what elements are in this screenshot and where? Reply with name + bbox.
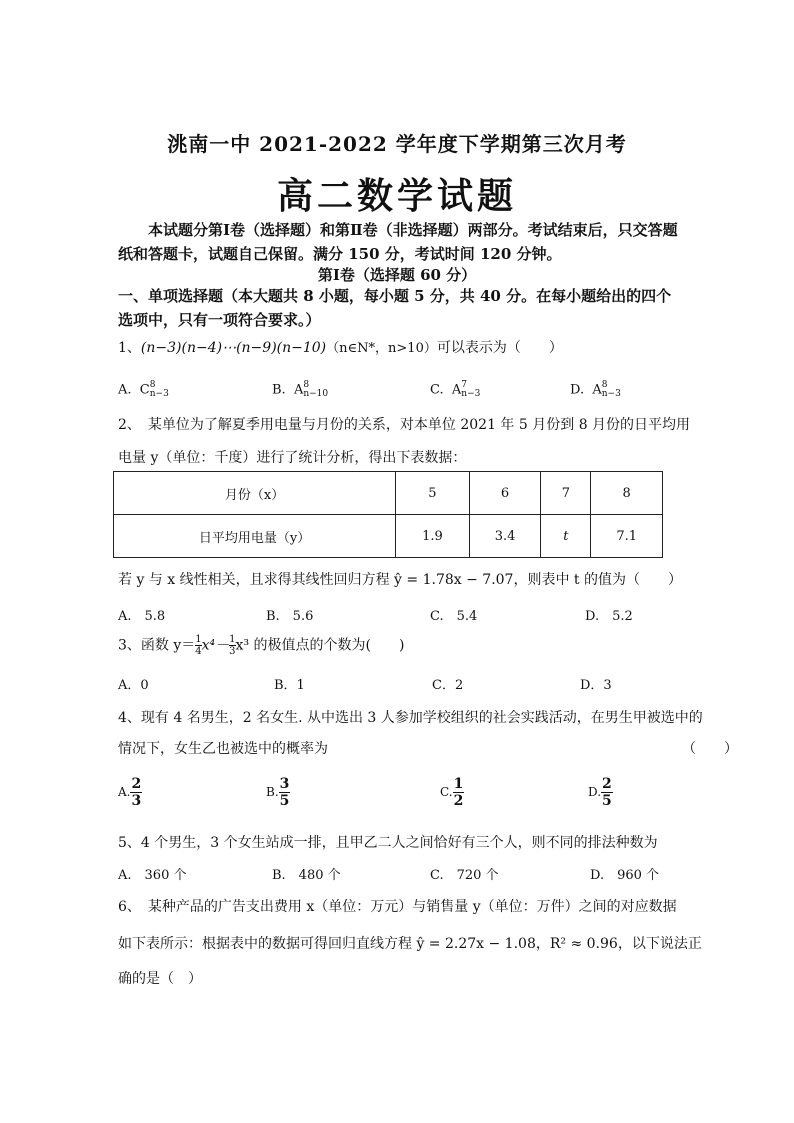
q2-option-d: D. 5.2 [585,609,633,624]
table-row [114,515,663,558]
table-cell: 6 [469,472,541,515]
part1-title: 第Ⅰ卷（选择题 60 分） [317,266,477,284]
q2-option-c: C. 5.4 [430,609,478,624]
q3-option-d: D．3 [580,678,612,693]
q1-expression: (n−3)(n−4)⋯(n−9)(n−10) [140,340,327,356]
q4-line1: 4、现有 4 名男生，2 名女生. 从中选出 3 人参加学校组织的社会实践活动，在男生甲被选中的 [118,710,703,726]
q3-option-a: A．0 [118,678,149,693]
q4-line2: 情况下，女生乙也被选中的概率为 [118,741,328,757]
q2-line3: 若 y 与 x 线性相关，且求得其线性回归方程 ŷ = 1.78x − 7.07，则表中 t 的值为（ ） [118,572,682,588]
table-cell: 7 [541,472,591,515]
q4-option-b: B. $\frac{3}{5}$ [266,776,290,809]
q1-option-d: D. A 8 n−3 [570,380,621,399]
table-cell: 月份（x） [114,472,396,515]
table-cell: t [541,515,591,558]
q1-option-c: C. A 7 n−3 [430,380,481,399]
q2-option-b: B. 5.6 [266,609,314,624]
q5-option-b: B. 480 个 [272,868,341,883]
school-title: 洮南一中 2021-2022 学年度下学期第三次月考 [167,132,627,156]
q4-option-d: D. $\frac{2}{5}$ [588,776,612,809]
q2-line1: 2、 某单位为了解夏季用电量与月份的关系，对本单位 2021 年 5 月份到 8 月份的日平均用 [118,417,691,433]
q1-option-b: B. A 8 n−10 [272,380,329,399]
q3-option-b: B．1 [274,678,305,693]
q3-fraction-1: $\frac{1}{4}$ [195,634,202,657]
q6-line2: 如下表所示：根据表中的数据可得回归直线方程 ŷ = 2.27x − 1.08，R² ≈ 0.96，以下说法正 [118,936,702,952]
q1-condition: （n∈N*，n>10） [326,341,437,356]
q2-data-table [113,471,663,558]
q1-prefix: 1、 [118,340,141,356]
q1-option-a: A. C 8 n−3 [118,380,169,399]
q4-option-a-fraction: $\frac{2}{3}$ [131,776,142,809]
q5-option-d: D. 960 个 [590,868,660,883]
table-cell: 8 [591,472,663,515]
table-cell: 7.1 [591,515,663,558]
q4-option-c: C. $\frac{1}{2}$ [440,776,464,809]
table-cell: 1.9 [396,515,470,558]
q2-line2: 电量 y（单位：千度）进行了统计分析，得出下表数据： [118,450,467,466]
q6-line1: 6、 某种产品的广告支出费用 x（单位：万元）与销售量 y（单位：万件）之间的对应数据 [118,899,677,915]
q4-option-b-fraction: $\frac{3}{5}$ [279,776,290,809]
q1-stem [118,337,563,357]
section-title: 一、单项选择题（本大题共 8 小题，每小题 5 分，共 40 分。在每小题给出的四个选项中，只有一项符合要求。） [118,287,672,329]
q3-option-c: C．2 [432,678,464,693]
q4-answer-paren: （ ） [682,741,738,757]
q6-line3: 确的是（ ） [118,971,202,987]
q4-option-a: A. $\frac{2}{3}$ [118,776,142,809]
q3-stem: 3、函数 y＝ $\frac{1}{4}$ x⁴－ $\frac{1}{3}$ x³ 的极值点的个数为( ) [118,634,405,657]
table-cell: 3.4 [469,515,541,558]
q5-line1: 5、4 个男生，3 个女生站成一排，且甲乙二人之间恰好有三个人，则不同的排法种数为 [118,835,658,851]
q4-option-d-fraction: $\frac{2}{5}$ [602,776,612,809]
q4-option-c-fraction: $\frac{1}{2}$ [453,776,464,809]
q1-suffix: 可以表示为（ ） [436,340,563,356]
q3-fraction-2: $\frac{1}{3}$ [229,634,236,657]
q5-option-c: C. 720 个 [430,868,499,883]
q5-option-a: A. 360 个 [118,868,187,883]
intro-paragraph: 本试题分第Ⅰ卷（选择题）和第Ⅱ卷（非选择题）两部分。考试结束后，只交答题纸和答题卡，试题自己保留。满分 150 分，考试时间 120 分钟。 [118,221,678,263]
table-cell: 5 [396,472,470,515]
exam-title: 高二数学试题 [276,175,517,217]
table-row [114,472,663,515]
q2-option-a: A. 5.8 [118,609,166,624]
table-cell: 日平均用电量（y） [114,515,396,558]
